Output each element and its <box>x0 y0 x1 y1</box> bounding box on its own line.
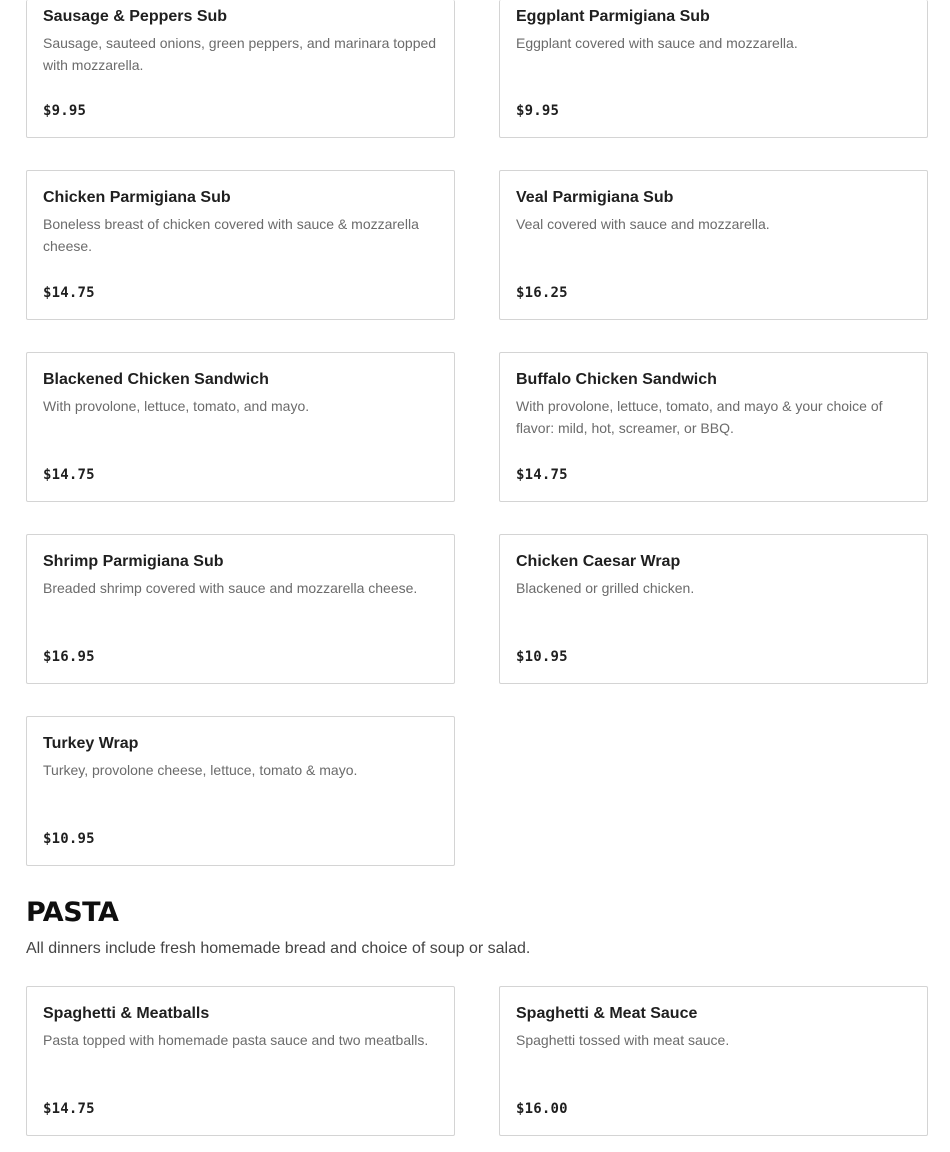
menu-item-description: Boneless breast of chicken covered with sauce & mozzarella cheese. <box>43 216 419 254</box>
menu-item-card[interactable] <box>26 534 455 684</box>
menu-item-price: $16.95 <box>43 649 95 665</box>
menu-item-card[interactable] <box>499 352 928 502</box>
menu-item-price: $9.95 <box>43 103 87 119</box>
menu-item-price: $10.95 <box>516 649 568 665</box>
menu-item-name: Eggplant Parmigiana Sub <box>516 8 710 25</box>
menu-item-card[interactable] <box>26 170 455 320</box>
menu-item-price: $16.25 <box>516 285 568 301</box>
section-title-pasta: PASTA <box>26 897 119 928</box>
menu-item-description: Breaded shrimp covered with sauce and mozzarella cheese. <box>43 580 418 596</box>
menu-item-price: $14.75 <box>43 1101 95 1117</box>
menu-item-description: Blackened or grilled chicken. <box>516 580 695 596</box>
menu-item-card[interactable] <box>499 0 928 138</box>
menu-item-name: Veal Parmigiana Sub <box>516 189 674 206</box>
menu-item-description: Spaghetti tossed with meat sauce. <box>516 1032 730 1048</box>
menu-item-description: Eggplant covered with sauce and mozzarella. <box>516 35 798 51</box>
menu-item-card[interactable] <box>26 986 455 1136</box>
menu-item-name: Spaghetti & Meat Sauce <box>516 1005 698 1022</box>
menu-item-price: $14.75 <box>43 285 95 301</box>
menu-item-description: Turkey, provolone cheese, lettuce, tomato & mayo. <box>43 762 358 778</box>
menu-item-price: $9.95 <box>516 103 560 119</box>
menu-item-price: $14.75 <box>43 467 95 483</box>
menu-item-card[interactable] <box>499 534 928 684</box>
menu-item-price: $14.75 <box>516 467 568 483</box>
menu-item-card[interactable] <box>499 986 928 1136</box>
menu-item-description: Pasta topped with homemade pasta sauce and two meatballs. <box>43 1032 429 1048</box>
menu-item-name: Chicken Parmigiana Sub <box>43 189 231 206</box>
menu-item-name: Blackened Chicken Sandwich <box>43 371 269 388</box>
menu-item-name: Turkey Wrap <box>43 735 139 752</box>
menu-item-card[interactable] <box>499 170 928 320</box>
section-description: All dinners include fresh homemade bread and choice of soup or salad. <box>26 940 531 957</box>
subs-grid <box>26 0 928 866</box>
menu-item-description: With provolone, lettuce, tomato, and mayo & your choice of flavor: mild, hot, screamer, or BBQ. <box>516 398 883 436</box>
menu-item-name: Buffalo Chicken Sandwich <box>516 371 717 388</box>
menu-item-name: Sausage & Peppers Sub <box>43 8 228 25</box>
menu-item-description: With provolone, lettuce, tomato, and mayo. <box>43 398 310 414</box>
menu-item-card[interactable] <box>26 0 455 138</box>
menu-item-card[interactable] <box>26 716 455 866</box>
menu-item-name: Shrimp Parmigiana Sub <box>43 553 224 570</box>
menu-item-price: $10.95 <box>43 831 95 847</box>
menu-item-price: $16.00 <box>516 1101 568 1117</box>
pasta-grid <box>26 986 928 1136</box>
menu-item-name: Chicken Caesar Wrap <box>516 553 681 570</box>
menu-item-description: Sausage, sauteed onions, green peppers, and marinara topped with mozzarella. <box>43 35 437 73</box>
menu-item-description: Veal covered with sauce and mozzarella. <box>516 216 770 232</box>
menu-item-name: Spaghetti & Meatballs <box>43 1005 210 1022</box>
menu-item-card[interactable] <box>26 352 455 502</box>
